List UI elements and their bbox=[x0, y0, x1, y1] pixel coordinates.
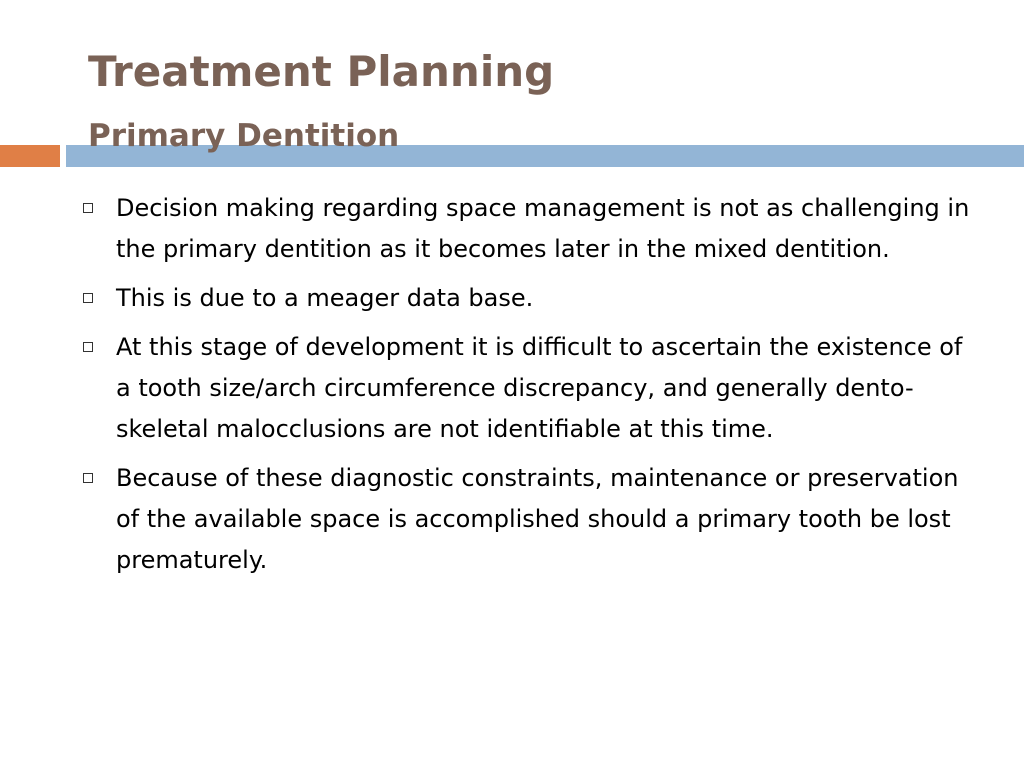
slide-title: Treatment Planning bbox=[88, 47, 555, 96]
bullet-item bbox=[80, 278, 970, 319]
bullet-item bbox=[80, 188, 970, 270]
bullet-item bbox=[80, 458, 970, 581]
bullet-text: At this stage of development it is difficult to ascertain the existence of a tooth size/arch circumference discrepancy, and generally dento-skeletal malocclusions are not identifiable at this time. bbox=[116, 333, 963, 443]
bullet-list bbox=[80, 188, 970, 589]
square-bullet-icon bbox=[83, 473, 93, 483]
bullet-item bbox=[80, 327, 970, 450]
accent-bar-orange bbox=[0, 145, 60, 167]
bullet-text: Because of these diagnostic constraints, maintenance or preservation of the available space is accomplished should a primary tooth be lost prematurely. bbox=[116, 464, 959, 574]
square-bullet-icon bbox=[83, 293, 93, 303]
bullet-text: This is due to a meager data base. bbox=[116, 284, 534, 312]
square-bullet-icon bbox=[83, 203, 93, 213]
square-bullet-icon bbox=[83, 342, 93, 352]
slide-subtitle: Primary Dentition bbox=[88, 118, 400, 154]
bullet-text: Decision making regarding space management is not as challenging in the primary dentition as it becomes later in the mixed dentition. bbox=[116, 194, 970, 263]
